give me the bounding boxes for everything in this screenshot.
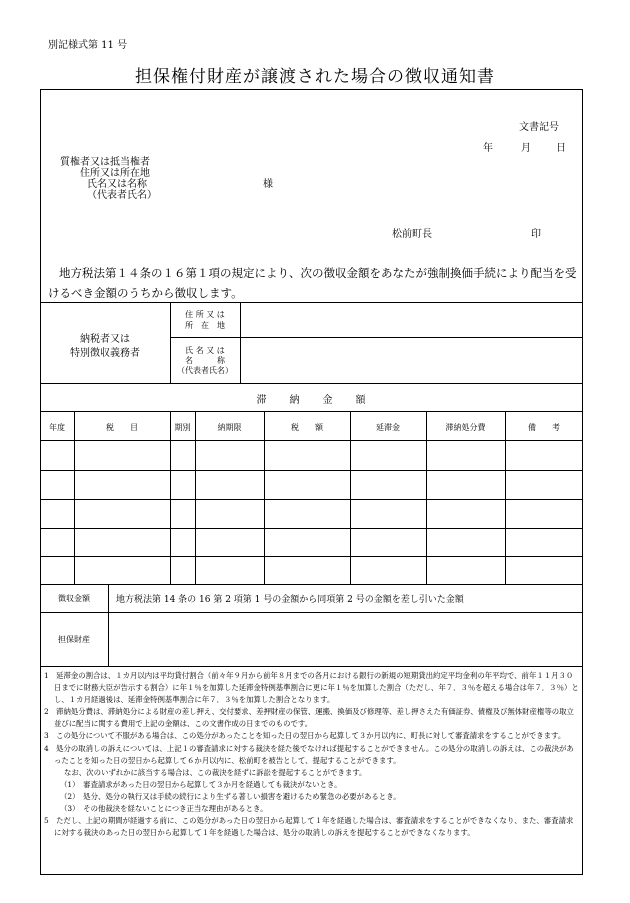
collection-amount-label: 徴収金額: [58, 594, 90, 603]
recipient-label-1: 質権者又は抵当権者: [60, 157, 150, 168]
sender-seal: 印: [531, 229, 541, 240]
note-4-proviso: なお、次のいずれかに該当する場合は、この裁決を経ずに訴訟を提起することができます。: [64, 767, 367, 777]
collection-amount-value: 地方税法第 14 条の 16 第 2 項第 1 号の金額から同項第 2 号の金額を差し引いた金額: [116, 595, 464, 605]
notes: [44, 670, 580, 839]
col-late-fee: 延滞金: [376, 423, 400, 432]
collateral-label: 担保財産: [58, 635, 90, 644]
recipient-label-4: （代表者氏名）: [87, 190, 157, 201]
note-4-item-3: （3） その他裁決を経ないことにつき正当な理由があるとき。: [60, 804, 268, 814]
delinquent-title: 滞 納 金 額: [256, 395, 367, 406]
col-year: 年度: [49, 423, 65, 432]
sender-title: 松前町長: [392, 229, 432, 240]
name-label-2: 名 称: [185, 356, 225, 365]
date-day: 日: [556, 143, 566, 154]
name-label-3: （代表者氏名）: [177, 366, 233, 375]
recipient-label-2: 住所又は所在地: [80, 168, 150, 179]
col-tax-item: 税 目: [106, 423, 138, 432]
recipient-label-3: 氏名又は名称: [87, 179, 147, 190]
date-month: 月: [521, 143, 531, 154]
document-title: 担保権付財産が譲渡された場合の徴収通知書: [135, 67, 495, 87]
intro-text: 地方税法第１４条の１６第１項の規定により、次の徴収金額をあなたが強制換価手続により配当を受けるべき金額のうちから徴収します。: [48, 266, 577, 300]
col-tax-amount: 税 額: [291, 423, 323, 432]
col-due-date: 納期限: [217, 423, 242, 432]
taxpayer-label-2: 特別徴収義務者: [70, 348, 140, 359]
col-period: 期別: [174, 423, 191, 432]
taxpayer-label-1: 納税者又は: [80, 334, 130, 345]
note-3: 3 この処分について不服がある場合は、この処分があったことを知った日の翌日から起算して３か月以内に、町長に対して審査請求をすることができます。: [44, 731, 566, 741]
note-1: 1 延滞金の割合は、１カ月以内は平均貸付割合（前々年９月から前年８月までの各月における銀行の新規の短期貸出約定平均金利の年平均で、前年１１月３０日までに財務大臣が告示する割合）に年１％を加算した延滞金特例基準割合に更に年１％を加算した割合（ただし、年７．３％を超える場合は年７．３％）とし、１カ月経過後は、延滞金特例基準割合に年７．３％を加算した割合となります。: [44, 671, 579, 705]
name-label-1: 氏 名 又 は: [185, 346, 225, 355]
recipient-honorific: 様: [263, 179, 273, 190]
address-label-1: 住 所 又 は: [185, 310, 225, 319]
col-disposal-fee: 滞納処分費: [445, 423, 486, 432]
note-4: 4 処分の取消しの訴えについては、上記１の審査請求に対する裁決を経た後でなければ提起することができません。この処分の取消しの訴えは、この裁決があったことを知った日の翌日から起算して６か月以内に、松前町を被告として、提起することができます。: [44, 743, 574, 765]
col-remarks: 備 考: [528, 423, 560, 432]
date-year: 年: [483, 143, 493, 154]
note-5: 5 ただし、上記の期間が経過する前に、この処分があった日の翌日から起算して１年を経過した場合は、審査請求をすることができなくなり、また、審査請求に対する裁決のあった日の翌日から起算して１年を経過した場合は、処分の取消しの訴えを提起することができなくなります。: [44, 816, 574, 838]
address-label-2: 所 在 地: [185, 321, 225, 330]
form-number: 別記様式第 11 号: [48, 40, 128, 51]
note-4-item-2: （2） 処分、処分の執行又は手続の続行により生ずる著しい損害を避けるため緊急の必要があるとき。: [60, 791, 401, 801]
note-2: 2 滞納処分費は、滞納処分による財産の差し押え、交付要求、差押財産の保管、運搬、換価及び修理等、差し押さえた有価証券、債権及び無体財産権等の取立並びに配当に関する費用で上記の金額は、この文書作成の日までのものです。: [44, 707, 574, 729]
doc-number-label: 文書記号: [519, 122, 559, 133]
note-4-item-1: （1） 審査請求があった日の翌日から起算して３か月を経過しても裁決がないとき。: [60, 779, 342, 789]
